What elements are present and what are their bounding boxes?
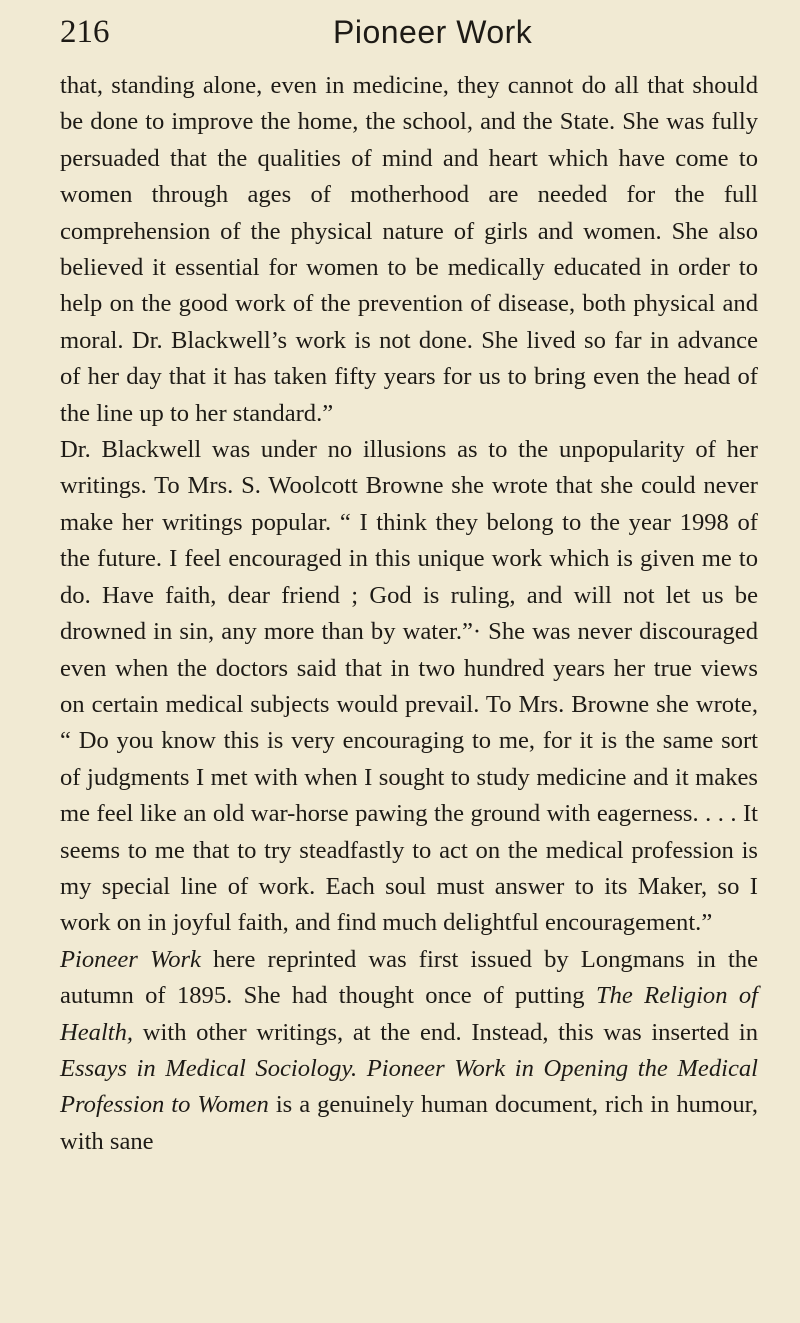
paragraph-1: that, standing alone, even in medicine, they cannot do all that should be done to improve the home, the school, and the State. She was fully persuaded that the qualities of mind and heart which have come to women through ages of motherhood are needed for the full comprehension of the physical nature of girls and women. She also believed it essential for women to be medically educated in order to help on the good work of the prevention of disease, both physical and moral. Dr. Blackwell’s work is not done. She lived so far in advance of her day that it has taken fifty years for us to bring even the head of the line up to her standard.”: [60, 72, 758, 427]
italic-title-essays-medical-sociology: Essays in Medical Sociology.: [60, 1054, 358, 1082]
paragraph-3-text-1: here reprinted was first issued by Longmans in the autumn of 1895. She had thought once of putting: [60, 945, 759, 1010]
body-text: [60, 68, 758, 1160]
paragraph-3-text-2: with other writings, at the end. Instead, this was inserted in: [133, 1018, 758, 1046]
paragraph-3: [60, 942, 758, 1160]
paragraph-3-text-4: is a genuinely human document, rich in humour, with sane: [60, 1091, 758, 1155]
paragraph-2: Dr. Blackwell was under no illusions as to the unpopularity of her writings. To Mrs. S. Woolcott Browne she wrote that she could never make her writings popular. “ I think they belong to the year 1998 of the future. I feel encouraged in this unique work which is given me to do. Have faith, dear friend ; God is ruling, and will not let us be drowned in sin, any more than by water.”· She was never discouraged even when the doctors said that in two hundred years her true views on certain medical subjects would prevail. To Mrs. Browne she wrote, “ Do you know this is very encouraging to me, for it is the same sort of judgments I met with when I sought to study medicine and it makes me feel like an old war-horse pawing the ground with eagerness. . . . It seems to me that to try steadfastly to act on the medical profession is my special line of work. Each soul must answer to its Maker, so I work on in joyful faith, and find much delightful encouragement.”: [60, 436, 758, 937]
running-head: [60, 14, 758, 68]
page-number: 216: [60, 14, 110, 50]
italic-title-pioneer-work: Pioneer Work: [60, 945, 201, 973]
running-title: Pioneer Work: [333, 14, 533, 50]
paragraph-3-text-3: [357, 1055, 367, 1082]
italic-title-pioneer-work-full: Pioneer Work in Opening the Medical Profession to Women: [60, 1054, 759, 1119]
italic-title-religion-of-health: The Religion of Health,: [60, 982, 758, 1046]
